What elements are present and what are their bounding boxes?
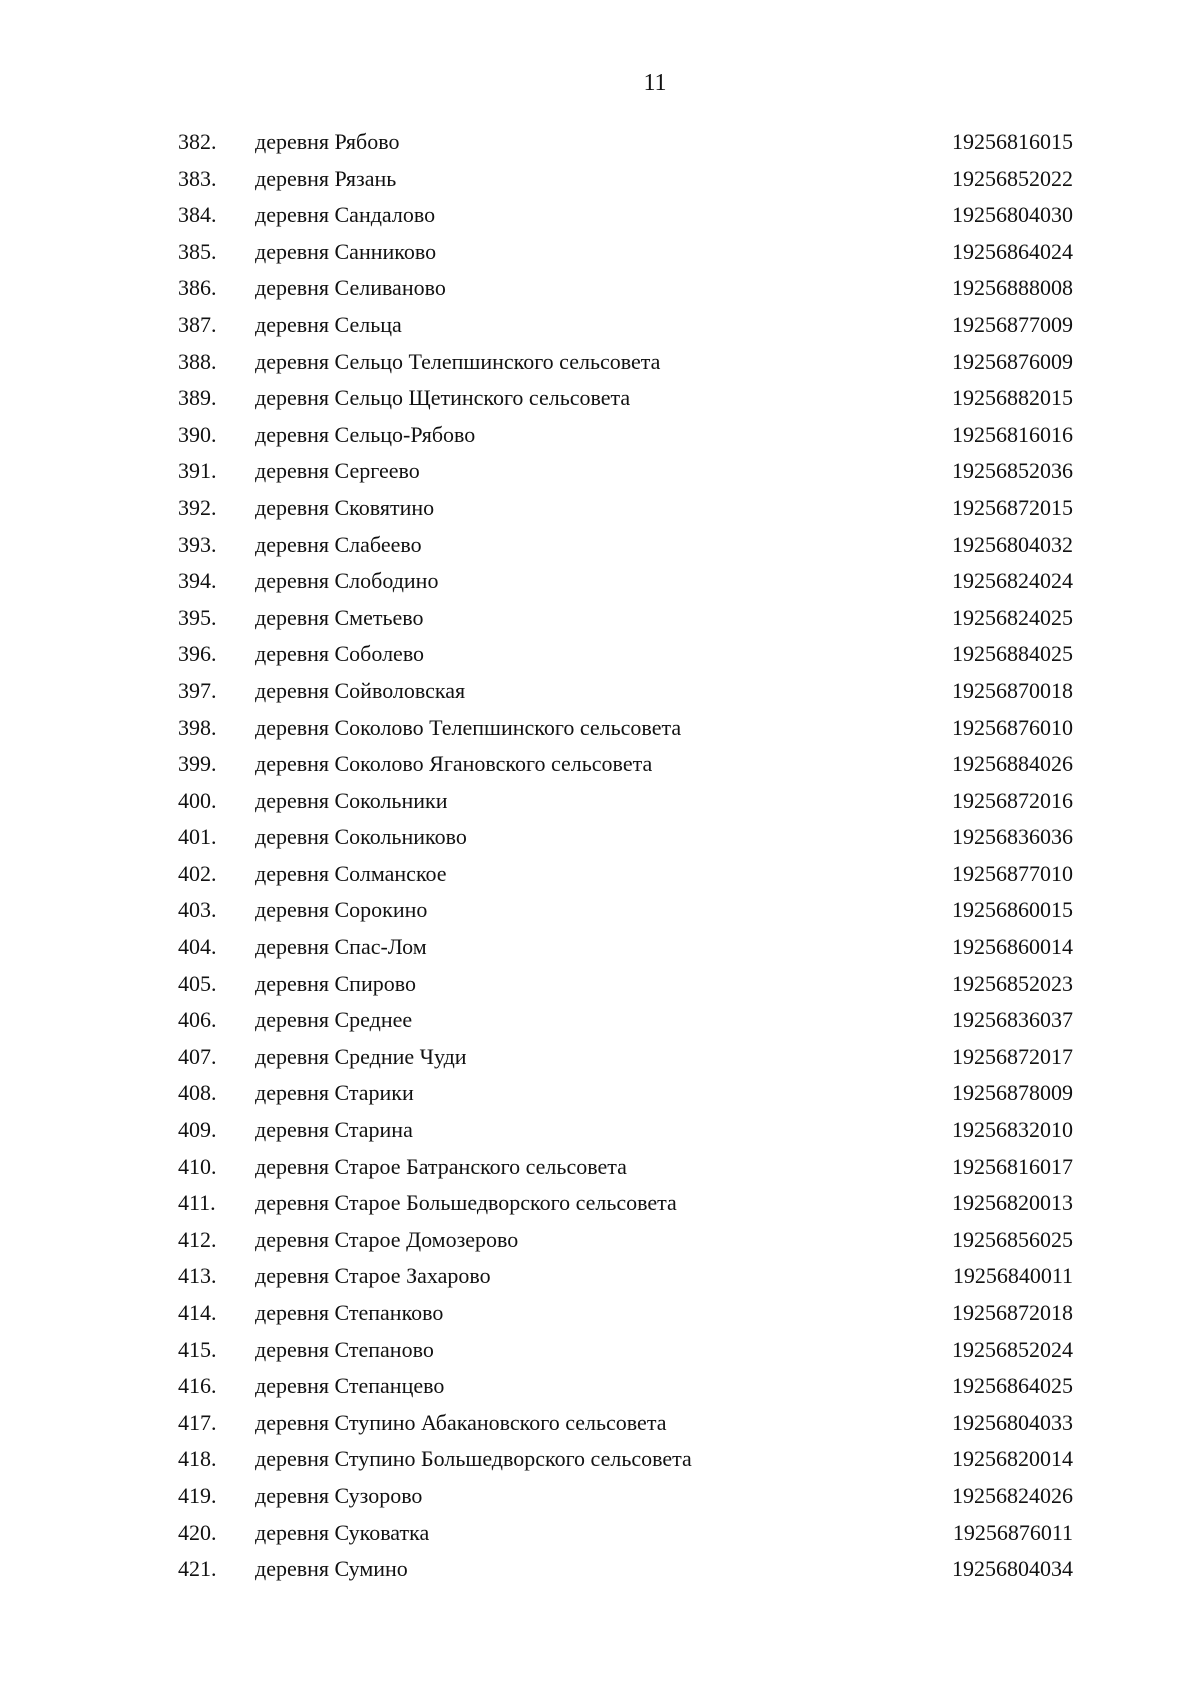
- settlement-code: 19256864024: [952, 238, 1073, 264]
- settlement-code: 19256840011: [952, 1263, 1073, 1289]
- item-number: 396.: [178, 641, 217, 667]
- settlement-code: 19256804033: [952, 1409, 1073, 1435]
- list-item: [0, 636, 1200, 673]
- settlement-name: деревня Рязань: [255, 165, 397, 191]
- list-item: [0, 710, 1200, 747]
- settlement-name: деревня Селиваново: [255, 275, 446, 301]
- item-number: 421.: [178, 1556, 217, 1582]
- settlement-name: деревня Сокольниково: [255, 824, 467, 850]
- settlement-name: деревня Слободино: [255, 568, 439, 594]
- settlement-code: 19256876010: [952, 714, 1073, 740]
- settlement-name: деревня Старики: [255, 1080, 414, 1106]
- settlement-name: деревня Соколово Телепшинского сельсовета: [255, 714, 682, 740]
- settlement-code: 19256852036: [952, 458, 1073, 484]
- settlement-name: деревня Старое Домозерово: [255, 1226, 519, 1252]
- settlement-code: 19256804030: [952, 202, 1073, 228]
- settlement-code: 19256872018: [952, 1300, 1073, 1325]
- settlement-code: 19256856025: [952, 1226, 1073, 1252]
- settlement-name: деревня Сузорово: [255, 1482, 423, 1508]
- settlement-name: деревня Сумино: [255, 1556, 408, 1582]
- settlement-name: деревня Сергеево: [255, 458, 420, 484]
- list-item: [0, 1441, 1200, 1478]
- list-item: [0, 1258, 1200, 1295]
- settlement-code: 19256804032: [952, 531, 1073, 557]
- settlement-code: 19256884026: [952, 751, 1073, 777]
- list-item: [0, 1332, 1200, 1369]
- settlement-name: деревня Средние Чуди: [255, 1043, 467, 1069]
- list-item: [0, 344, 1200, 381]
- item-number: 385.: [178, 238, 217, 264]
- list-item: [0, 1515, 1200, 1552]
- settlement-name: деревня Старое Батранского сельсовета: [255, 1153, 627, 1179]
- settlement-code: 19256878009: [952, 1080, 1073, 1106]
- list-item: [0, 380, 1200, 417]
- item-number: 420.: [178, 1519, 217, 1545]
- list-item: [0, 1222, 1200, 1259]
- item-number: 413.: [178, 1263, 217, 1289]
- settlement-name: деревня Старое Захарово: [255, 1263, 491, 1289]
- settlement-name: деревня Спас-Лом: [255, 934, 427, 960]
- list-item: [0, 600, 1200, 637]
- settlement-name: деревня Старина: [255, 1117, 413, 1143]
- item-number: 403.: [178, 897, 217, 923]
- settlement-name: деревня Спирово: [255, 970, 416, 996]
- settlement-name: деревня Степаново: [255, 1336, 434, 1362]
- settlement-name: деревня Сметьево: [255, 604, 424, 630]
- settlement-code: 19256884025: [952, 641, 1073, 667]
- settlement-name: деревня Степанцево: [255, 1373, 445, 1399]
- item-number: 419.: [178, 1482, 217, 1508]
- item-number: 402.: [178, 860, 217, 886]
- list-item: [0, 1039, 1200, 1076]
- item-number: 418.: [178, 1446, 217, 1472]
- item-number: 406.: [178, 1007, 217, 1033]
- list-item: [0, 1295, 1200, 1332]
- item-number: 398.: [178, 714, 217, 740]
- item-number: 415.: [178, 1336, 217, 1362]
- item-number: 393.: [178, 531, 217, 557]
- settlement-code: 19256888008: [952, 275, 1073, 301]
- settlement-name: деревня Сельцо-Рябово: [255, 421, 476, 447]
- item-number: 408.: [178, 1080, 217, 1106]
- settlement-code: 19256872016: [952, 787, 1073, 813]
- list-item: [0, 1478, 1200, 1515]
- settlement-code: 19256882015: [952, 385, 1073, 411]
- list-item: [0, 307, 1200, 344]
- list-item: [0, 929, 1200, 966]
- list-item: [0, 197, 1200, 234]
- list-item: [0, 234, 1200, 271]
- settlement-code: 19256876011: [952, 1519, 1073, 1545]
- settlement-code: 19256820014: [952, 1446, 1073, 1472]
- list-item: [0, 1185, 1200, 1222]
- settlement-code: 19256870018: [952, 677, 1073, 703]
- settlement-name: деревня Соколово Ягановского сельсовета: [255, 751, 653, 777]
- list-item: [0, 1112, 1200, 1149]
- item-number: 395.: [178, 604, 217, 630]
- item-number: 384.: [178, 202, 217, 228]
- list-item: [0, 453, 1200, 490]
- item-number: 404.: [178, 934, 217, 960]
- settlement-code: 19256864025: [952, 1373, 1073, 1399]
- settlement-code: 19256877009: [952, 311, 1073, 337]
- settlement-code: 19256876009: [952, 348, 1073, 374]
- item-number: 389.: [178, 385, 217, 411]
- item-number: 394.: [178, 568, 217, 594]
- item-number: 400.: [178, 787, 217, 813]
- settlement-name: деревня Старое Большедворского сельсовета: [255, 1190, 677, 1216]
- item-number: 386.: [178, 275, 217, 301]
- settlement-code: 19256816015: [952, 129, 1073, 154]
- item-number: 411.: [178, 1190, 216, 1216]
- item-number: 388.: [178, 348, 217, 374]
- settlement-name: деревня Ступино Абакановского сельсовета: [255, 1409, 667, 1435]
- settlement-code: 19256804034: [952, 1556, 1073, 1582]
- list-item: [0, 1002, 1200, 1039]
- settlement-code: 19256824024: [952, 568, 1073, 594]
- settlement-code: 19256852023: [952, 970, 1073, 996]
- settlement-code: 19256836036: [952, 824, 1073, 850]
- list-item: [0, 1149, 1200, 1186]
- list-item: [0, 527, 1200, 564]
- list-item: [0, 563, 1200, 600]
- settlement-name: деревня Сойволовская: [255, 677, 466, 703]
- settlement-name: деревня Сельцо Щетинского сельсовета: [255, 385, 631, 411]
- settlement-code: 19256872017: [952, 1043, 1073, 1069]
- item-number: 407.: [178, 1043, 217, 1069]
- settlement-name: деревня Суковатка: [255, 1519, 430, 1545]
- settlement-list: [0, 124, 1200, 1588]
- item-number: 416.: [178, 1373, 217, 1399]
- settlement-code: 19256877010: [952, 860, 1073, 886]
- settlement-name: деревня Степанково: [255, 1300, 444, 1325]
- item-number: 390.: [178, 421, 217, 447]
- settlement-code: 19256816016: [952, 421, 1073, 447]
- settlement-name: деревня Слабеево: [255, 531, 422, 557]
- item-number: 409.: [178, 1117, 217, 1143]
- settlement-code: 19256860014: [952, 934, 1073, 960]
- list-item: [0, 1551, 1200, 1588]
- list-item: [0, 783, 1200, 820]
- list-item: [0, 892, 1200, 929]
- item-number: 412.: [178, 1226, 217, 1252]
- settlement-code: 19256824025: [952, 604, 1073, 630]
- page-number: 11: [643, 70, 667, 96]
- settlement-code: 19256872015: [952, 494, 1073, 520]
- list-item: [0, 161, 1200, 198]
- settlement-code: 19256836037: [952, 1007, 1073, 1033]
- item-number: 414.: [178, 1300, 217, 1325]
- settlement-code: 19256852022: [952, 165, 1073, 191]
- settlement-name: деревня Рябово: [255, 129, 400, 154]
- list-item: [0, 856, 1200, 893]
- list-item: [0, 417, 1200, 454]
- settlement-code: 19256860015: [952, 897, 1073, 923]
- item-number: 417.: [178, 1409, 217, 1435]
- item-number: 410.: [178, 1153, 217, 1179]
- list-item: [0, 1405, 1200, 1442]
- settlement-name: деревня Сорокино: [255, 897, 428, 923]
- list-item: [0, 490, 1200, 527]
- item-number: 383.: [178, 165, 217, 191]
- item-number: 392.: [178, 494, 217, 520]
- settlement-name: деревня Сковятино: [255, 494, 435, 520]
- list-item: [0, 819, 1200, 856]
- settlement-name: деревня Сельцо Телепшинского сельсовета: [255, 348, 661, 374]
- settlement-name: деревня Санниково: [255, 238, 437, 264]
- item-number: 391.: [178, 458, 217, 484]
- list-item: [0, 966, 1200, 1003]
- item-number: 387.: [178, 311, 217, 337]
- settlement-code: 19256824026: [952, 1482, 1073, 1508]
- settlement-code: 19256816017: [952, 1153, 1073, 1179]
- settlement-name: деревня Сандалово: [255, 202, 436, 228]
- list-item: [0, 270, 1200, 307]
- list-item: [0, 746, 1200, 783]
- settlement-code: 19256852024: [952, 1336, 1073, 1362]
- list-item: [0, 124, 1200, 161]
- settlement-name: деревня Сокольники: [255, 787, 448, 813]
- settlement-name: деревня Ступино Большедворского сельсовета: [255, 1446, 692, 1472]
- settlement-name: деревня Среднее: [255, 1007, 413, 1033]
- item-number: 382.: [178, 129, 217, 154]
- settlement-name: деревня Соболево: [255, 641, 425, 667]
- settlement-name: деревня Сельца: [255, 311, 402, 337]
- item-number: 405.: [178, 970, 217, 996]
- item-number: 399.: [178, 751, 217, 777]
- list-item: [0, 673, 1200, 710]
- settlement-code: 19256820013: [952, 1190, 1073, 1216]
- list-item: [0, 1368, 1200, 1405]
- list-item: [0, 1075, 1200, 1112]
- settlement-name: деревня Солманское: [255, 860, 447, 886]
- settlement-code: 19256832010: [952, 1117, 1073, 1143]
- item-number: 401.: [178, 824, 217, 850]
- item-number: 397.: [178, 677, 217, 703]
